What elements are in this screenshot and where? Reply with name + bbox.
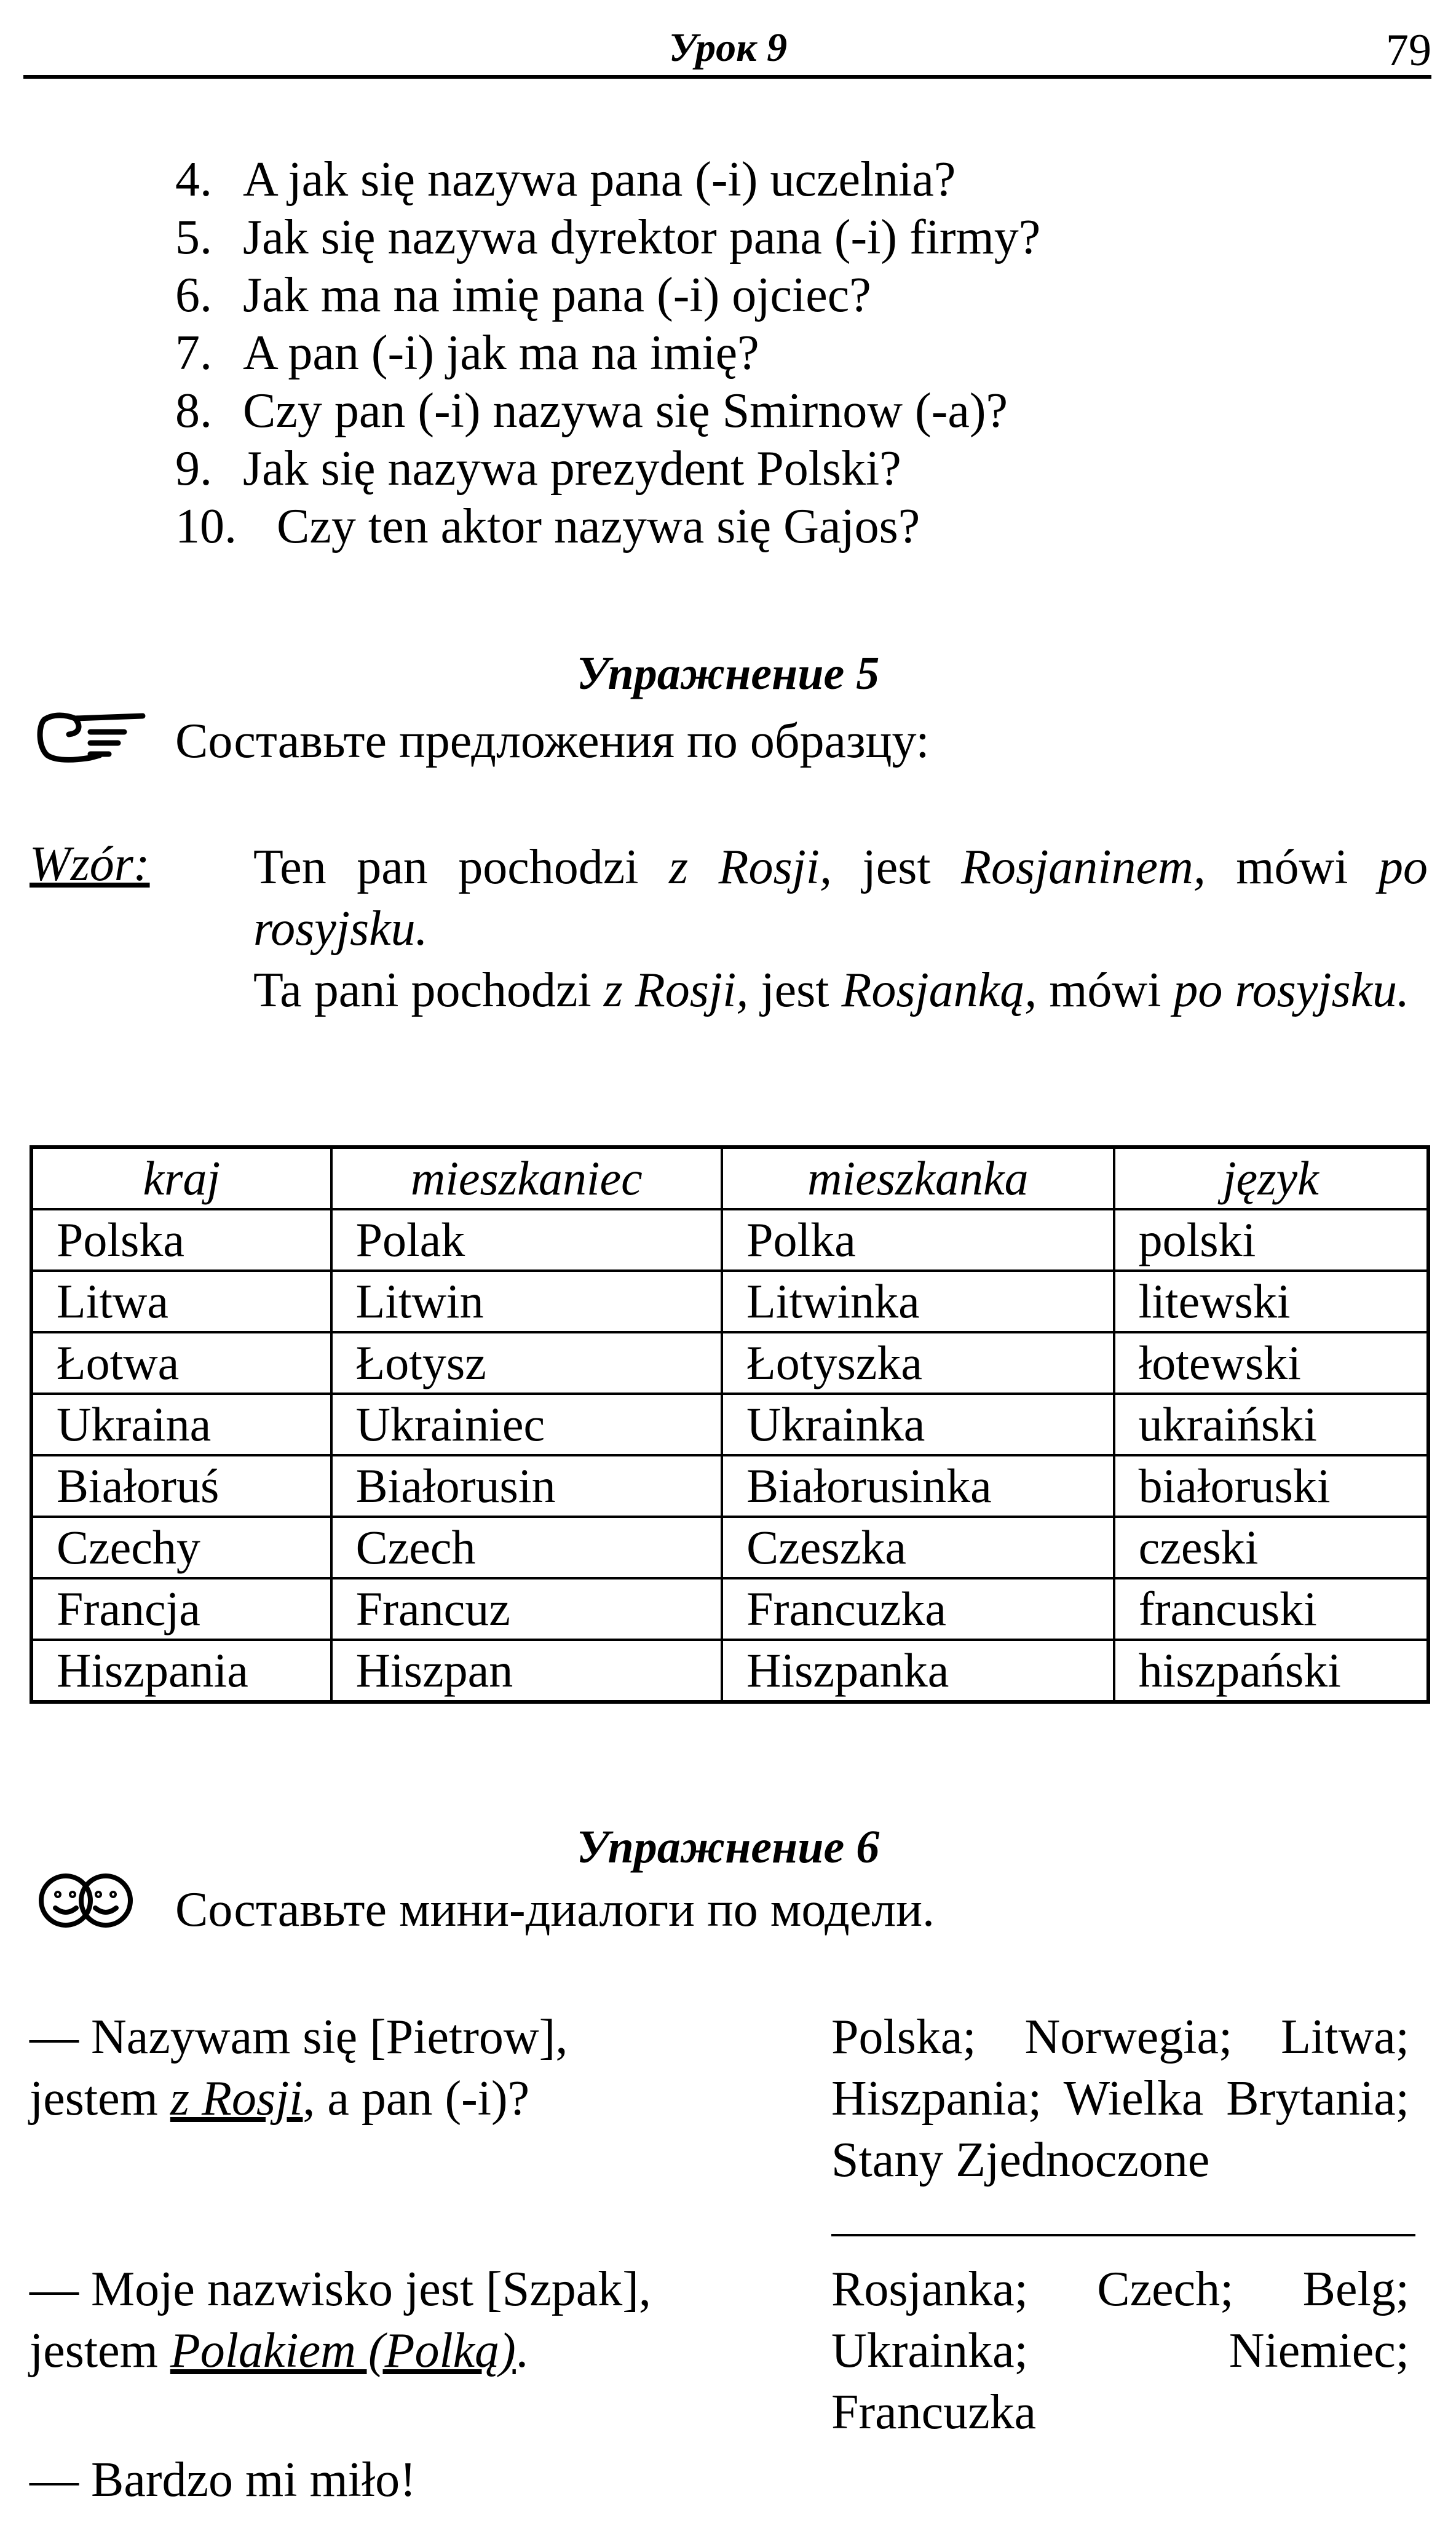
question-text: Jak się nazywa dyrektor pana (-i) firmy? (243, 210, 1041, 264)
example-text: z Rosji, (668, 840, 833, 894)
table-cell: polski (1114, 1209, 1428, 1271)
table-cell: łotewski (1114, 1332, 1428, 1394)
question-list (175, 151, 1040, 555)
table-cell: Czechy (31, 1517, 331, 1578)
countries-table (30, 1145, 1430, 1704)
table-cell: Polak (331, 1209, 722, 1271)
pointing-hand-icon (32, 701, 155, 769)
example-text: jest (748, 963, 842, 1017)
table-header-row (31, 1147, 1428, 1209)
table-row (31, 1271, 1428, 1332)
table-cell: białoruski (1114, 1455, 1428, 1517)
question-text: A pan (-i) jak ma na imię? (243, 326, 759, 380)
table-row (31, 1640, 1428, 1702)
exercise-5-title: Упражнение 5 (576, 648, 880, 699)
table-cell: Łotyszka (722, 1332, 1114, 1394)
list-item (175, 498, 1040, 555)
list-item (175, 324, 1040, 382)
table-cell: hiszpański (1114, 1640, 1428, 1702)
question-number: 9. (175, 442, 212, 496)
dialogue-fragment: , a pan (-i)? (303, 2072, 530, 2126)
dialogue-fragment: jestem (30, 2072, 170, 2126)
substitution-options-nationalities (831, 2259, 1409, 2443)
table-cell: Ukrainka (722, 1394, 1114, 1455)
column-header: mieszkaniec (331, 1147, 722, 1209)
table-cell: Litwin (331, 1271, 722, 1332)
question-text: Jak ma na imię pana (-i) ojciec? (243, 268, 871, 322)
table-row (31, 1394, 1428, 1455)
table-cell: ukraiński (1114, 1394, 1428, 1455)
two-faces-icon (32, 1870, 143, 1931)
list-item (175, 440, 1040, 498)
table-row (31, 1455, 1428, 1517)
dialogue-fragment: Polakiem (Polką) (170, 2324, 516, 2378)
table-cell: Białorusin (331, 1455, 722, 1517)
table-cell: Francuzka (722, 1578, 1114, 1640)
options-text: Rosjanka; Czech; Belg; Ukrainka; Niemiec; Francuzka (831, 2262, 1409, 2439)
table-cell: Litwinka (722, 1271, 1114, 1332)
table-cell: Hiszpanka (722, 1640, 1114, 1702)
table-cell: czeski (1114, 1517, 1428, 1578)
example-text: mówi (1037, 963, 1174, 1017)
example-text: Rosjaninem, (961, 840, 1206, 894)
dialogue-fragment: z Rosji (170, 2072, 303, 2126)
table-cell: francuski (1114, 1578, 1428, 1640)
header-divider (23, 75, 1431, 79)
table-cell: Francuz (331, 1578, 722, 1640)
table-cell: Białoruś (31, 1455, 331, 1517)
table-cell: Łotysz (331, 1332, 722, 1394)
table-cell: Hiszpan (331, 1640, 722, 1702)
dialogue-line-3 (30, 2449, 416, 2511)
table-cell: Łotwa (31, 1332, 331, 1394)
column-header: kraj (31, 1147, 331, 1209)
example-sentence-2 (253, 960, 1428, 1021)
exercise-6-instruction: Составьте мини-диалоги по модели. (175, 1883, 935, 1937)
table-cell: Ukrainiec (331, 1394, 722, 1455)
example-label: Wzór: (30, 837, 150, 891)
list-item (175, 209, 1040, 266)
substitution-options-countries (831, 2006, 1409, 2191)
question-number: 8. (175, 384, 212, 438)
question-number: 5. (175, 210, 212, 264)
question-number: 10. (175, 499, 237, 554)
question-text: Czy ten aktor nazywa się Gajos? (277, 499, 920, 554)
table-cell: Hiszpania (31, 1640, 331, 1702)
table-row (31, 1332, 1428, 1394)
dialogue-fragment: jestem (30, 2324, 170, 2378)
table-row (31, 1209, 1428, 1271)
dialogue-text: — Nazywam się [Pietrow], (30, 2010, 568, 2064)
dialogue-fragment: . (515, 2324, 528, 2378)
question-text: A jak się nazywa pana (-i) uczelnia? (243, 153, 956, 207)
example-text: po rosyjsku. (1173, 963, 1410, 1017)
example-text: Rosjanką, (841, 963, 1037, 1017)
table-cell: Polska (31, 1209, 331, 1271)
example-sentence-1 (253, 836, 1428, 960)
exercise-5-instruction: Составьте предложения по образцу: (175, 714, 930, 768)
example-text: z Rosji, (603, 963, 749, 1017)
dialogue-text (30, 2320, 651, 2382)
table-cell: litewski (1114, 1271, 1428, 1332)
column-header: język (1114, 1147, 1428, 1209)
list-item (175, 151, 1040, 209)
question-number: 6. (175, 268, 212, 322)
dialogue-text (30, 2068, 568, 2129)
options-text: Polska; Norwegia; Litwa; Hiszpania; Wielka Brytania; Stany Zjednoczone (831, 2010, 1409, 2187)
list-item (175, 382, 1040, 440)
question-number: 7. (175, 326, 212, 380)
example-text: mówi (1205, 840, 1379, 894)
example-text: Ta pani pochodzi (253, 963, 604, 1017)
table-cell: Francja (31, 1578, 331, 1640)
example-sentences (253, 836, 1428, 1021)
question-number: 4. (175, 153, 212, 207)
table-cell: Litwa (31, 1271, 331, 1332)
example-text: Ten pan pochodzi (253, 840, 669, 894)
exercise-6-title: Упражнение 6 (576, 1821, 880, 1873)
table-cell: Czech (331, 1517, 722, 1578)
page-number: 79 (1386, 25, 1431, 76)
options-divider (831, 2234, 1415, 2236)
dialogue-line-1 (30, 2006, 568, 2129)
table-cell: Czeszka (722, 1517, 1114, 1578)
table-cell: Białorusinka (722, 1455, 1114, 1517)
table-cell: Ukraina (31, 1394, 331, 1455)
dialogue-text: — Moje nazwisko jest [Szpak], (30, 2262, 651, 2316)
column-header: mieszkanka (722, 1147, 1114, 1209)
question-text: Czy pan (-i) nazywa się Smirnow (-a)? (243, 384, 1008, 438)
table-cell: Polka (722, 1209, 1114, 1271)
table-row (31, 1517, 1428, 1578)
question-text: Jak się nazywa prezydent Polski? (243, 442, 901, 496)
dialogue-line-2 (30, 2259, 651, 2382)
list-item (175, 266, 1040, 324)
dialogue-text: — Bardzo mi miło! (30, 2453, 416, 2507)
chapter-title: Урок 9 (668, 25, 788, 70)
example-text: jest (832, 840, 962, 894)
example-text: po rosyjsku. (253, 840, 1428, 956)
table-row (31, 1578, 1428, 1640)
